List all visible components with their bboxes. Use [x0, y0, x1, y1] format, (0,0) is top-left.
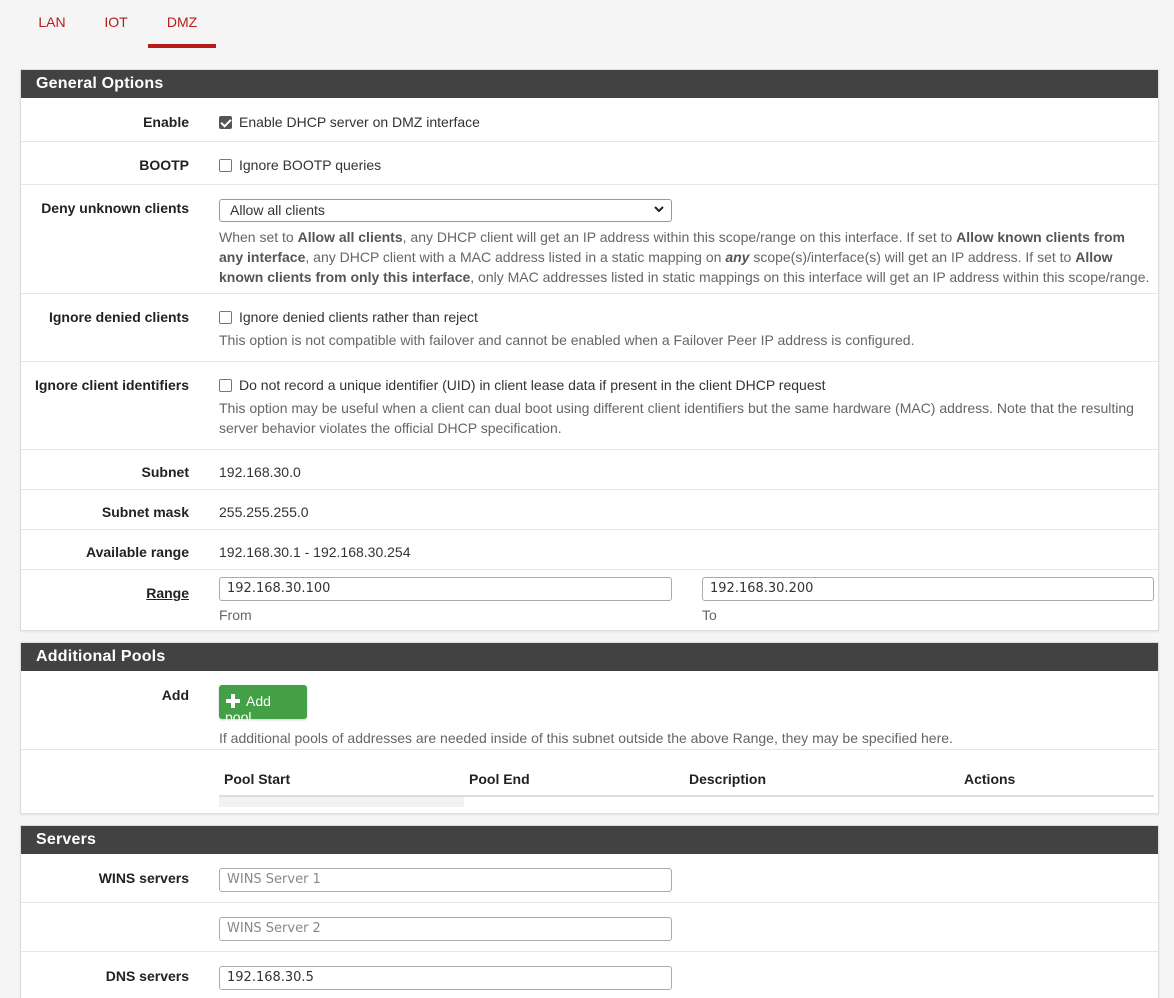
ignore-denied-help: This option is not compatible with failover and cannot be enabled when a Failover Peer IP address is configured.	[219, 332, 915, 348]
range-to-label: To	[702, 607, 717, 623]
tab-lan[interactable]: LAN	[38, 14, 66, 30]
wins2-row	[21, 903, 1158, 952]
tab-dmz[interactable]: DMZ	[148, 0, 216, 48]
subnet-row	[21, 450, 1158, 490]
available-range-label: Available range	[86, 544, 189, 560]
deny-unknown-field	[219, 199, 1152, 287]
general-options-heading: General Options	[21, 70, 1158, 98]
subnet-label: Subnet	[141, 464, 189, 480]
enable-row	[21, 98, 1158, 142]
general-options-panel	[20, 69, 1159, 631]
available-range-row	[21, 530, 1158, 570]
pools-table-header	[219, 771, 1154, 797]
dns-label: DNS servers	[105, 968, 189, 984]
add-pool-field	[219, 685, 1152, 748]
additional-pools-heading: Additional Pools	[21, 643, 1158, 671]
bootp-field	[219, 157, 1152, 173]
deny-unknown-help: When set to Allow all clients, any DHCP client will get an IP address within this scope/range on this interface. If set to Allow known clients from any interface, any DHCP client with a MAC address listed in a static mapping on any scope(s)/interface(s) will get an IP address. If set to Allow known clients from only this interface, only MAC addresses listed in static mappings on this interface will get an IP address within this scope/range.	[219, 229, 1150, 285]
plus-icon	[226, 694, 240, 708]
ignore-denied-row	[21, 294, 1158, 362]
deny-unknown-row	[21, 185, 1158, 294]
subnet-mask-row	[21, 490, 1158, 530]
enable-checkbox[interactable]	[219, 116, 232, 129]
add-pool-button[interactable]: Add pool	[219, 685, 307, 719]
deny-unknown-select[interactable]	[219, 199, 672, 222]
wins-server-2-input[interactable]: WINS Server 2	[219, 917, 672, 941]
pools-table-empty-row	[219, 797, 464, 807]
deny-unknown-label: Deny unknown clients	[41, 200, 189, 216]
range-row	[21, 570, 1158, 631]
dns-server-1-input[interactable]: 192.168.30.5	[219, 966, 672, 990]
servers-heading: Servers	[21, 826, 1158, 854]
ignore-uid-help: This option may be useful when a client can dual boot using different client identifiers but the same hardware (MAC) address. Note that the resulting server behavior violates the official DHCP specification.	[219, 400, 1134, 436]
ignore-uid-checkbox-text: Do not record a unique identifier (UID) in client lease data if present in the client DHCP request	[239, 377, 826, 393]
subnet-value: 192.168.30.0	[219, 464, 301, 480]
ignore-denied-field	[219, 309, 1152, 350]
subnet-mask-value: 255.255.255.0	[219, 504, 309, 520]
ignore-denied-checkbox-text: Ignore denied clients rather than reject	[239, 309, 478, 325]
col-pool-end: Pool End	[469, 771, 530, 787]
add-pool-help: If additional pools of addresses are needed inside of this subnet outside the above Range, they may be specified here.	[219, 730, 953, 746]
wins-label: WINS servers	[98, 870, 189, 886]
add-label: Add	[161, 687, 189, 703]
enable-field	[219, 114, 1152, 130]
ignore-uid-field	[219, 377, 1152, 438]
deny-unknown-selected: Allow all clients	[230, 202, 325, 218]
range-from-label: From	[219, 607, 252, 623]
tab-iot[interactable]: IOT	[104, 14, 128, 30]
interface-tabs	[20, 0, 1160, 48]
servers-panel	[20, 825, 1159, 998]
enable-label: Enable	[143, 114, 189, 130]
wins1-row	[21, 854, 1158, 903]
wins-server-1-input[interactable]: WINS Server 1	[219, 868, 672, 892]
bootp-checkbox[interactable]	[219, 159, 232, 172]
range-label: Range	[146, 585, 189, 601]
col-description: Description	[689, 771, 767, 787]
ignore-denied-label: Ignore denied clients	[48, 309, 189, 325]
ignore-denied-checkbox[interactable]	[219, 311, 232, 324]
range-to-input[interactable]: 192.168.30.200	[702, 577, 1154, 601]
add-pool-row	[21, 671, 1158, 750]
range-from-input[interactable]: 192.168.30.100	[219, 577, 672, 601]
ignore-uid-row	[21, 362, 1158, 450]
subnet-mask-label: Subnet mask	[101, 504, 189, 520]
ignore-uid-checkbox[interactable]	[219, 379, 232, 392]
bootp-checkbox-text: Ignore BOOTP queries	[239, 157, 382, 173]
chevron-down-icon	[653, 202, 665, 216]
bootp-label: BOOTP	[139, 157, 189, 173]
bootp-row	[21, 142, 1158, 185]
ignore-uid-label: Ignore client identifiers	[34, 377, 189, 393]
col-actions: Actions	[964, 771, 1016, 787]
available-range-value: 192.168.30.1 - 192.168.30.254	[219, 544, 411, 560]
additional-pools-panel	[20, 642, 1159, 814]
pools-table-row	[21, 750, 1158, 814]
enable-checkbox-text: Enable DHCP server on DMZ interface	[239, 114, 480, 130]
col-pool-start: Pool Start	[224, 771, 291, 787]
dns-row	[21, 952, 1158, 998]
